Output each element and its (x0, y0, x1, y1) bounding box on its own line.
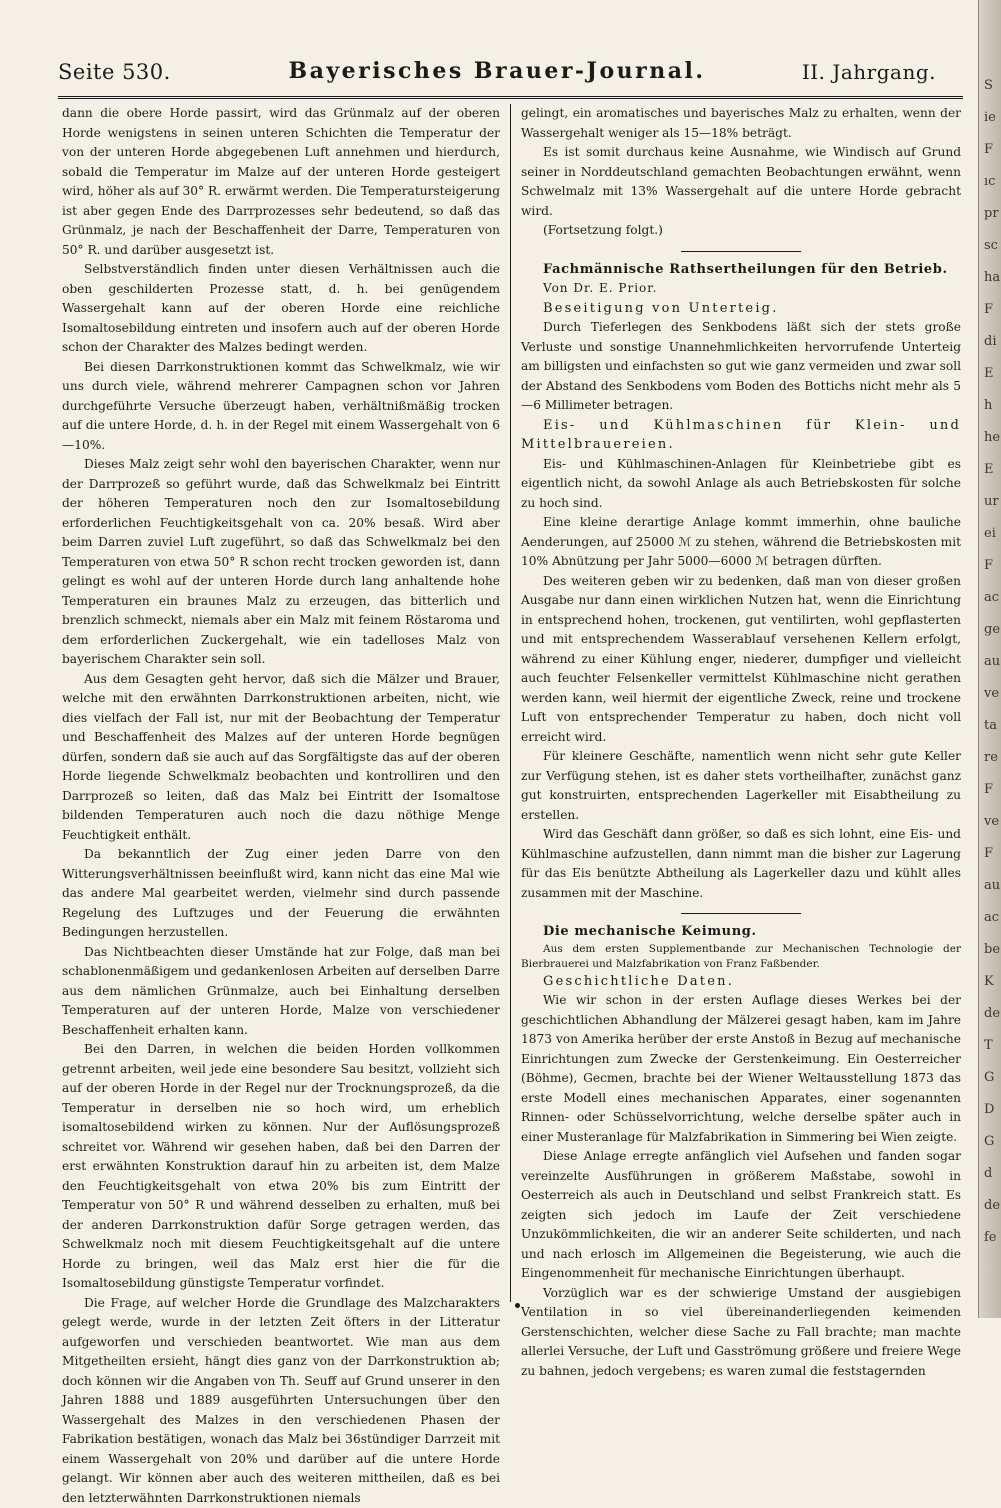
header-rule (58, 96, 963, 99)
edge-fragment: ge (984, 614, 1000, 646)
paragraph: Diese Anlage erregte anfänglich viel Aufsehen und fanden sogar vereinzelte Ausführungen in größerem Maßstabe, sowohl in Oesterreich als auch in Deutschland und selbst Frankreich statt. Es zeigten sich jedoch im Laufe der Zeit verschiedene Unzukömmlichkeiten, die wir an anderer Seite schilderten, und nach und nach erlosch im Allgemeinen die Begeisterung, wie auch die Eingenommenheit für mechanische Einrichtungen überhaupt. (521, 1147, 961, 1284)
edge-fragment: ve (984, 678, 1000, 710)
edge-fragment: d (984, 1158, 1000, 1190)
volume-label: II. Jahrgang. (802, 60, 936, 84)
edge-fragment: au (984, 646, 1000, 678)
source-note: Aus dem ersten Supplementbande zur Mechanischen Technologie der Bierbrauerei und Malzfabrikation von Franz Faßbender. (521, 942, 961, 972)
subheading: Geschichtliche Daten. (521, 972, 961, 992)
continuation-note: (Fortsetzung folgt.) (521, 221, 961, 241)
paragraph: Bei diesen Darrkonstruktionen kommt das Schwelkmalz, wie wir uns durch viele, während mehrerer Campagnen schon vor Jahren durchgeführte Versuche überzeugt haben, verhältnißmäßig trocken auf die untere Horde, d. h. in der Regel mit einem Wassergehalt von 6—10%. (62, 358, 500, 456)
right-column (521, 104, 961, 1304)
edge-fragment: F (984, 838, 1000, 870)
edge-fragment: di (984, 326, 1000, 358)
paragraph: Es ist somit durchaus keine Ausnahme, wie Windisch auf Grund seiner in Norddeutschland gemachten Beobachtungen erwähnt, wenn Schwelmalz mit 13% Wassergehalt auf die untere Horde gebracht wird. (521, 143, 961, 221)
paragraph: Das Nichtbeachten dieser Umstände hat zur Folge, daß man bei schablonenmäßigem und gedankenlosen Arbeiten auf derselben Darre aus dem nämlichen Grünmalze, auch bei Einhaltung derselben Temperaturen auf der unteren Horde, Malze von verschiedener Beschaffenheit erhalten kann. (62, 943, 500, 1041)
edge-fragment: he (984, 422, 1000, 454)
section-separator (681, 251, 801, 252)
edge-fragment: ac (984, 902, 1000, 934)
paragraph: Vorzüglich war es der schwierige Umstand der ausgiebigen Ventilation in so viel übereinanderliegenden keimenden Gerstenschichten, welcher diese Sache zu Fall brachte; man machte allerlei Versuche, der Luft und Gasströmung größere und freiere Wege zu bahnen, jedoch vergebens; es waren zumal die feststagernden (521, 1284, 961, 1382)
edge-fragment: ve (984, 806, 1000, 838)
edge-fragment: F (984, 550, 1000, 582)
edge-fragment: T (984, 1030, 1000, 1062)
edge-fragment: F (984, 134, 1000, 166)
edge-fragment: D (984, 1094, 1000, 1126)
edge-fragment: fe (984, 1222, 1000, 1254)
paragraph: Bei den Darren, in welchen die beiden Horden vollkommen getrennt arbeiten, weil jede eine besondere Sau besitzt, vollzieht sich auf der oberen Horde in der Regel nur der Trocknungsprozeß, da die Temperatur in derselben nie so hoch wird, um erheblich isomaltosebildend wirken zu können. Nur der Auflösungsprozeß schreitet vor. Während wir gesehen haben, daß bei den Darren der erst erwähnten Konstruktion darauf hin zu arbeiten ist, dem Malze den Feuchtigkeitsgehalt von etwa 20% bis zum Eintritt der Temperatur von 50° R und während desselben zu erhalten, muß bei der anderen Darrkonstruktion dafür Sorge getragen werden, das Schwelkmalz noch mit diesem Feuchtigkeitsgehalt auf die untere Horde zu bringen, weil das Malz erst hier die für die Isomaltosebildung günstigste Temperatur vorfindet. (62, 1040, 500, 1294)
edge-fragment: de (984, 998, 1000, 1030)
edge-fragment: ta (984, 710, 1000, 742)
paragraph: Durch Tieferlegen des Senkbodens läßt sich der stets große Verluste und sonstige Unannehmlichkeiten hervorrufende Unterteig am billigsten und einfachsten so gut wie ganz vermeiden und zwar soll der Abstand des Senkbodens vom Boden des Bottichs nicht mehr als 5—6 Millimeter betragen. (521, 318, 961, 416)
paragraph: Selbstverständlich finden unter diesen Verhältnissen auch die oben geschilderten Prozesse statt, d. h. bei genügendem Wassergehalt kann auf der oberen Horde eine reichliche Isomaltosebildung eintreten und insofern auch auf der oberen Horde schon der Charakter des Malzes bedingt werden. (62, 260, 500, 358)
adjacent-page-fragments (984, 70, 1000, 1290)
page-header (58, 56, 936, 90)
paragraph: dann die obere Horde passirt, wird das Grünmalz auf der oberen Horde wenigstens in seinen unteren Schichten die Temperatur der von der unteren Horde abgegebenen Luft annehmen und hierdurch, sobald die Temperatur im Malze auf der unteren Horde gesteigert wird, höher als auf 30° R. erwärmt werden. Die Temperatursteigerung ist aber gegen Ende des Darrprozesses sehr bedeutend, so daß das Grünmalz, je nach der Beschaffenheit der Darre, Temperaturen von 50° R. und darüber ausgesetzt ist. (62, 104, 500, 260)
paragraph: Dieses Malz zeigt sehr wohl den bayerischen Charakter, wenn nur der Darrprozeß so geführt wurde, daß das Schwelkmalz bei Eintritt der höheren Temperaturen noch den zur Isomaltosebildung erforderlichen Feuchtigkeitsgehalt von ca. 20% besaß. Wird aber beim Darren zuviel Luft zugeführt, so daß das Schwelkmalz bei den Temperaturen von etwa 50° R schon recht trocken geworden ist, dann gelingt es wohl auf der unteren Horde durch lang anhaltende hohe Temperaturen ein braunes Malz zu erzeugen, das bitterlich und brenzlich schmeckt, niemals aber ein Malz mit feinem Röstaroma und dem erforderlichen Zuckergehalt, wie ein tadelloses Malz von bayerischem Charakter sein soll. (62, 455, 500, 670)
edge-fragment: F (984, 294, 1000, 326)
paragraph: gelingt, ein aromatisches und bayerisches Malz zu erhalten, wenn der Wassergehalt weniger als 15—18% beträgt. (521, 104, 961, 143)
edge-fragment: ur (984, 486, 1000, 518)
edge-fragment: F (984, 774, 1000, 806)
edge-fragment: ei (984, 518, 1000, 550)
edge-fragment: E (984, 454, 1000, 486)
paragraph: Die Frage, auf welcher Horde die Grundlage des Malzcharakters gelegt werde, wurde in der letzten Zeit öfters in der Litteratur aufgeworfen und verschieden beantwortet. Wie man aus dem Mitgetheilten ersieht, hängt dies ganz von der Darrkonstruktion ab; doch können wir die Angaben von Th. Seuff auf Grund unserer in den Jahren 1888 und 1889 ausgeführten Untersuchungen über den Wassergehalt des Malzes in den verschiedenen Phasen der Fabrikation bestätigen, wonach das Malz bei 36stündiger Darrzeit mit einem Wassergehalt von 20% und darüber auf die untere Horde gelangt. Wir können aber auch des weiteren mittheilen, daß es bei den letzterwähnten Darrkonstruktionen niemals (62, 1294, 500, 1508)
section-separator (681, 913, 801, 914)
edge-fragment: au (984, 870, 1000, 902)
edge-fragment: G (984, 1126, 1000, 1158)
section-title: Fachmännische Rathsertheilungen für den Betrieb. (521, 260, 961, 280)
bottom-dot (515, 1303, 520, 1308)
edge-fragment: K (984, 966, 1000, 998)
edge-fragment: E (984, 358, 1000, 390)
edge-fragment: be (984, 934, 1000, 966)
page-number: Seite 530. (58, 60, 171, 84)
paragraph: Da bekanntlich der Zug einer jeden Darre von den Witterungsverhältnissen beeinflußt wird, kann nicht das eine Mal wie das andere Mal gearbeitet werden, vielmehr sind durch passende Regelung des Luftzuges und der Feuerung die erwähnten Bedingungen herzustellen. (62, 845, 500, 943)
section-title: Die mechanische Keimung. (521, 922, 961, 942)
paragraph: Wie wir schon in der ersten Auflage dieses Werkes bei der geschichtlichen Abhandlung der Mälzerei gesagt haben, kam im Jahre 1873 von Amerika herüber der erste Anstoß in Bezug auf mechanische Einrichtungen zum Zwecke der Gerstenkeimung. Ein Oesterreicher (Böhme), Gecmen, brachte bei der Wiener Weltausstellung 1873 das erste Modell eines mechanischen Apparates, einer sogenannten Rinnen- oder Schüsselvorrichtung, welche derselbe später auch in einer Musteranlage für Malzfabrikation in Simmering bei Wien zeigte. (521, 991, 961, 1147)
edge-fragment: pr (984, 198, 1000, 230)
edge-fragment: h (984, 390, 1000, 422)
edge-fragment: ha (984, 262, 1000, 294)
paragraph: Wird das Geschäft dann größer, so daß es sich lohnt, eine Eis- und Kühlmaschine aufzustellen, dann nimmt man die bisher zur Lagerung für das Eis benützte Abtheilung als Lagerkeller dazu und kühlt alles zusammen mit der Maschine. (521, 825, 961, 903)
edge-fragment: de (984, 1190, 1000, 1222)
paragraph: Eis- und Kühlmaschinen-Anlagen für Kleinbetriebe gibt es eigentlich nicht, da sowohl Anlage als auch Betriebskosten für solche zu hoch sind. (521, 455, 961, 514)
byline: Von Dr. E. Prior. (521, 279, 961, 299)
paragraph: Des weiteren geben wir zu bedenken, daß man von dieser großen Ausgabe nur dann einen wirklichen Nutzen hat, wenn die Einrichtung in entsprechend hohen, trockenen, gut ventilirten, wohl gepflasterten und mit entsprechendem Wasserablauf versehenen Kellern erfolgt, während zu einer Kühlung enger, niederer, dumpfiger und vielleicht auch feuchter Felsenkeller vermittelst Kühlmaschine nicht gerathen werden kann, weil hiermit der eigentliche Zweck, reine und trockene Luft von entsprechender Temperatur zu haben, doch nicht voll erreicht wird. (521, 572, 961, 748)
left-column (62, 104, 500, 1304)
subheading: Beseitigung von Unterteig. (521, 299, 961, 319)
subheading: Eis- und Kühlmaschinen für Klein- und Mittelbrauereien. (521, 416, 961, 455)
paragraph: Aus dem Gesagten geht hervor, daß sich die Mälzer und Brauer, welche mit den erwähnten Darrkonstruktionen arbeiten, nicht, wie dies vielfach der Fall ist, nur mit der Beobachtung der Temperatur und Beschaffenheit des Malzes auf der unteren Horde begnügen dürfen, sondern daß sie auch auf das Sorgfältigste das auf der oberen Horde liegende Schwelkmalz beobachten und kontrolliren und den Darrprozeß so leiten, daß das Malz bei Eintritt der Isomaltose bildenden Temperaturen auch noch die dazu nöthige Menge Feuchtigkeit enthält. (62, 670, 500, 846)
edge-fragment: re (984, 742, 1000, 774)
edge-fragment: sc (984, 230, 1000, 262)
edge-fragment: ie (984, 102, 1000, 134)
edge-fragment: ıc (984, 166, 1000, 198)
column-divider (510, 104, 511, 1302)
paragraph: Eine kleine derartige Anlage kommt immerhin, ohne bauliche Aenderungen, auf 25000 ℳ zu stehen, während die Betriebskosten mit 10% Abnützung per Jahr 5000—6000 ℳ betragen dürften. (521, 513, 961, 572)
edge-fragment: S (984, 70, 1000, 102)
edge-fragment: G (984, 1062, 1000, 1094)
paragraph: Für kleinere Geschäfte, namentlich wenn nicht sehr gute Keller zur Verfügung stehen, ist es daher stets vortheilhafter, zunächst ganz gut konstruirten, entsprechenden Lagerkeller mit Eisabtheilung zu erstellen. (521, 747, 961, 825)
edge-fragment: ac (984, 582, 1000, 614)
journal-title: Bayerisches Brauer-Journal. (58, 58, 936, 84)
